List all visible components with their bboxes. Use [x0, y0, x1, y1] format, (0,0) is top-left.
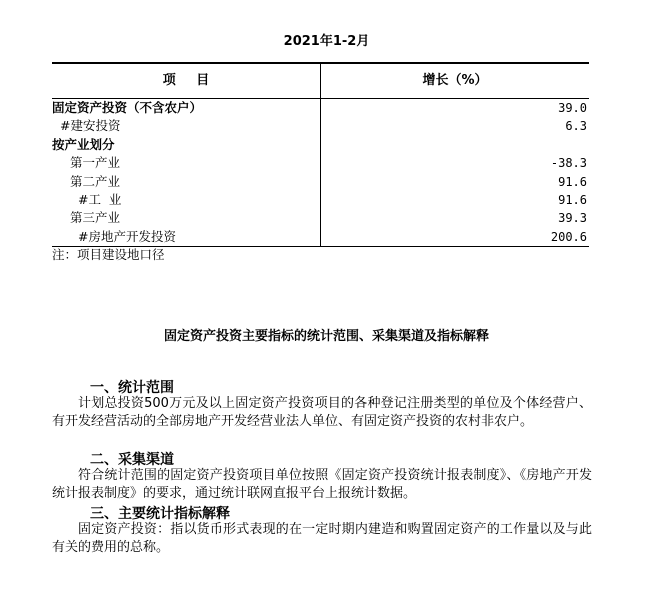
row-label: #建安投资 — [52, 117, 321, 135]
table-row — [52, 136, 589, 154]
table-body — [52, 99, 589, 247]
table-row — [52, 173, 589, 191]
table-row — [52, 99, 589, 117]
row-value: 91.6 — [558, 192, 587, 207]
header-item: 项 目 — [52, 64, 321, 98]
report-period: 2021年1-2月 — [283, 34, 370, 49]
row-label: 第二产业 — [52, 173, 321, 191]
table-note: 注：项目建设地口径 — [52, 247, 165, 262]
table-row — [52, 209, 589, 227]
section-text-indicators: 固定资产投资：指以货币形式表现的在一定时期内建造和购置固定资产的工作量以及与此有关的费用的总称。 — [52, 522, 592, 555]
row-value: 39.3 — [558, 211, 587, 226]
table-row — [52, 228, 589, 246]
section-heading-indicators: 三、主要统计指标解释 — [90, 506, 230, 522]
table-row — [52, 154, 589, 172]
row-label: 固定资产投资（不含农户） — [52, 99, 321, 117]
explanation-title: 固定资产投资主要指标的统计范围、采集渠道及指标解释 — [163, 329, 489, 344]
row-value: -38.3 — [550, 156, 587, 171]
row-label: #工 业 — [52, 191, 321, 209]
row-label: 第一产业 — [52, 154, 321, 172]
row-value: 39.0 — [558, 101, 587, 115]
row-value: 91.6 — [558, 174, 587, 189]
table-header — [52, 62, 589, 99]
section-heading-scope: 一、统计范围 — [90, 380, 174, 396]
section-text-channel: 符合统计范围的固定资产投资项目单位按照《固定资产投资统计报表制度》、《房地产开发统计报表制度》的要求，通过统计联网直报平台上报统计数据。 — [52, 468, 592, 501]
table-row — [52, 191, 589, 209]
row-value: 200.6 — [550, 229, 587, 244]
row-label: #房地产开发投资 — [52, 228, 321, 246]
row-label: 按产业划分 — [52, 136, 321, 154]
row-value: 6.3 — [565, 119, 587, 134]
header-growth: 增长（%） — [422, 73, 488, 88]
row-label: 第三产业 — [52, 209, 321, 227]
growth-table — [52, 62, 589, 247]
section-heading-channel: 二、采集渠道 — [90, 452, 174, 468]
section-text-scope: 计划总投资500万元及以上固定资产投资项目的各种登记注册类型的单位及个体经营户、有开发经营活动的全部房地产开发经营业法人单位、有固定资产投资的农村非农户。 — [52, 396, 592, 429]
table-row — [52, 117, 589, 135]
